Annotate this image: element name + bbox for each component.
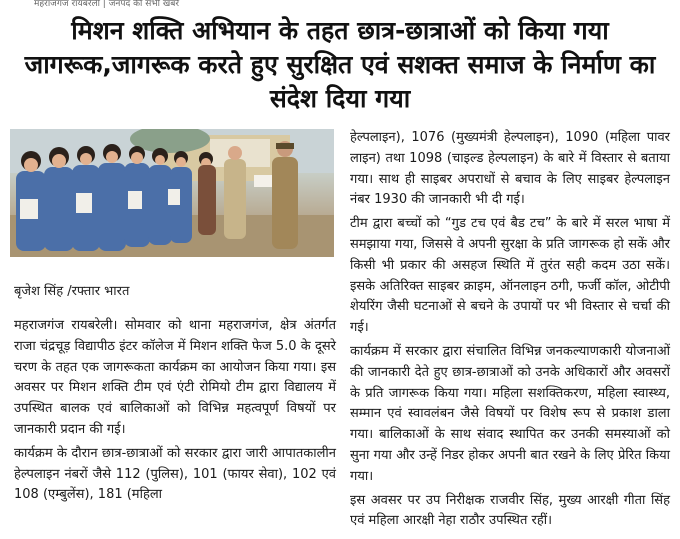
- news-photo: [10, 129, 334, 257]
- article-column-left: [14, 316, 336, 509]
- byline: बृजेश सिंह /रफ्तार भारत: [14, 284, 130, 299]
- paragraph: महराजगंज रायबरेली। सोमवार को थाना महराजगंज, क्षेत्र अंतर्गत राजा चंद्रचूड़ विद्यापीठ इंटर कॉलेज में मिशन शक्ति फेज 5.0 के दूसरे चरण के तहत एक जागरूकता कार्यक्रम का आयोजन किया गया। इस अवसर पर मिशन शक्ति टीम एवं एंटी रोमियो टीम द्वारा विद्यालय में उपस्थित बालक एवं बालिकाओं को विभिन्न महत्वपूर्ण विषयों पर जानकारी प्रदान की गई।: [14, 318, 336, 437]
- paragraph: हेल्पलाइन), 1076 (मुख्यमंत्री हेल्पलाइन), 1090 (महिला पावर लाइन) तथा 1098 (चाइल्ड हेल्पलाइन) के बारे में विस्तार से बताया गया। साथ ही साइबर अपराधों से बचाव के लिए साइबर हेल्पलाइन नंबर 1930 की जानकारी भी दी गई।: [350, 130, 670, 208]
- paragraph: कार्यक्रम में सरकार द्वारा संचालित विभिन्न जनकल्याणकारी योजनाओं की जानकारी देते हुए छात्र-छात्राओं को उनके अधिकारों और अवसरों के प्रति जागरूक किया गया। महिला सशक्तिकरण, महिला स्वास्थ्य, सम्मान एवं स्वावलंबन जैसे विषयों पर विशेष रूप से प्रकाश डाला गया। बालिकाओं के साथ संवाद स्थापित कर उनकी समस्याओं को सुना गया और उन्हें निडर होकर अपनी बात रखने के लिए प्रेरित किया गया।: [350, 343, 670, 484]
- header-strip: महराजगंज रायबरेली | जनपद की सभी खबरें: [34, 0, 180, 8]
- page-edge: [0, 528, 680, 539]
- paragraph: टीम द्वारा बच्चों को “गुड टच एवं बैड टच” के बारे में सरल भाषा में समझाया गया, जिससे वे अपनी सुरक्षा के प्रति जागरूक हो सकें और किसी भी प्रकार की असहज स्थिति में तुरंत सही कदम उठा सकें। इसके अतिरिक्त साइबर क्राइम, ऑनलाइन ठगी, फर्जी कॉल, ओटीपी शेयरिंग जैसी घटनाओं से बचने के उपायों पर भी विस्तार से चर्चा की गई।: [350, 216, 670, 336]
- paragraph: कार्यक्रम के दौरान छात्र-छात्राओं को सरकार द्वारा जारी आपातकालीन हेल्पलाइन नंबरों जैसे 112 (पुलिस), 101 (फायर सेवा), 102 एवं 108 (एम्बुलेंस), 181 (महिला: [14, 445, 336, 503]
- paragraph: इस अवसर पर उप निरीक्षक राजवीर सिंह, मुख्य आरक्षी गीता सिंह एवं महिला आरक्षी नेहा राठौर उपस्थित रहीं।: [350, 492, 670, 529]
- article-column-right: [350, 128, 670, 535]
- headline: मिशन शक्ति अभियान के तहत छात्र-छात्राओं को किया गया जागरूक,जागरूक करते हुए सुरक्षित एवं सशक्त समाज के निर्माण का संदेश दिया गया: [24, 16, 656, 113]
